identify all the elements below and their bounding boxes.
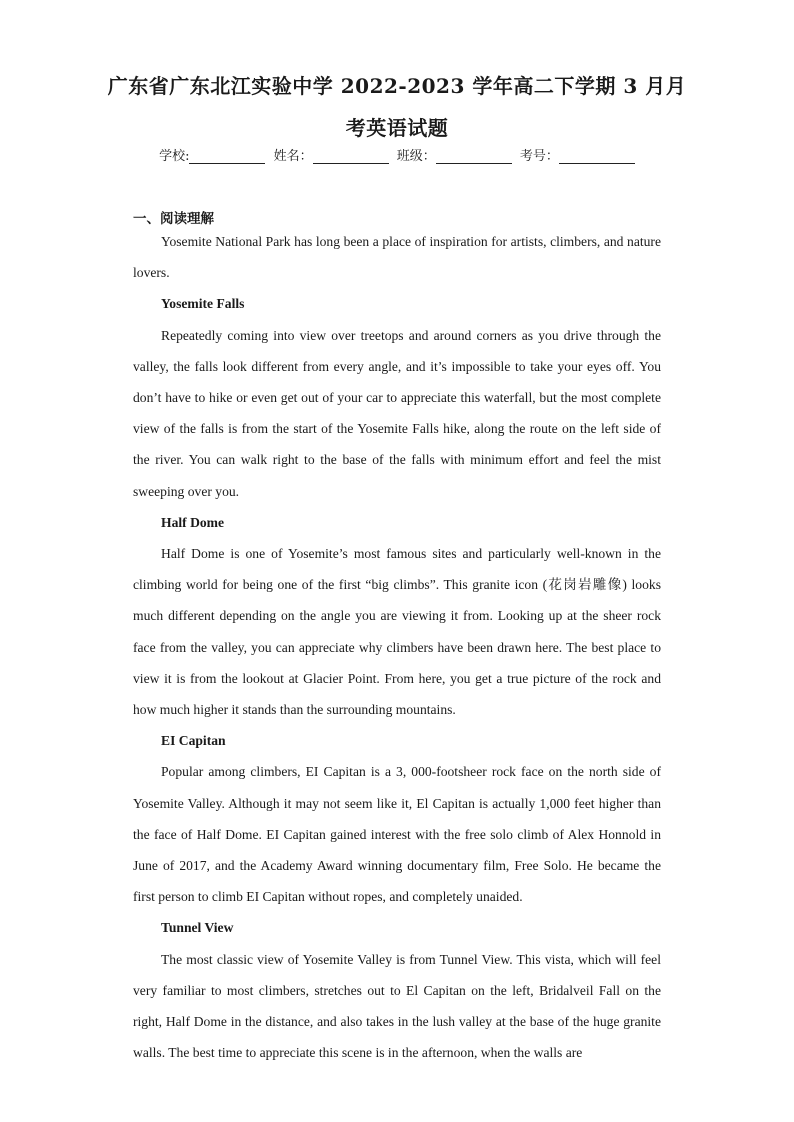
reading-passage — [133, 226, 661, 1068]
passage-intro: Yosemite National Park has long been a place of inspiration for artists, climbers, and nature lovers. — [133, 234, 661, 281]
school-blank[interactable] — [189, 149, 265, 164]
subheading-tunnel-view: Tunnel View — [161, 920, 234, 936]
school-label: 学校: — [159, 149, 190, 164]
subheading-el-capitan: EI Capitan — [161, 733, 226, 749]
school-field[interactable] — [159, 145, 265, 164]
exam-number-label: 考号： — [519, 149, 559, 164]
name-field[interactable] — [274, 145, 389, 164]
name-label: 姓名： — [273, 149, 313, 164]
exam-title-line-1: 广东省广东北江实验中学 2022-2023 学年高二下学期 3 月月 — [107, 74, 687, 98]
paragraph-half-dome: Half Dome is one of Yosemite’s most famous sites and particularly well-known in the climbing world for being one of the first “big climbs”. This granite icon (花岗岩雕像) looks much different depending on the angle you are viewing it from. Looking up at the sheer rock face from the valley, you can appreciate why climbers have been drawn here. The best place to view it is from the lookout at Glacier Point. From here, you get a true picture of the rock and how much higher it stands than the surrounding mountains. — [133, 546, 661, 718]
subheading-half-dome: Half Dome — [161, 514, 225, 530]
class-blank[interactable] — [436, 149, 512, 164]
class-label: 班级： — [396, 149, 436, 164]
exam-number-field[interactable] — [520, 145, 635, 164]
exam-number-blank[interactable] — [559, 149, 635, 164]
exam-title-line-2: 考英语试题 — [345, 116, 449, 140]
paragraph-el-capitan: Popular among climbers, EI Capitan is a 3, 000-footsheer rock face on the north side of Yosemite Valley. Although it may not seem like it, El Capitan is actually 1,000 feet higher than the face of Half Dome. EI Capitan gained interest with the free solo climb of Alex Honnold in June of 2017, and the Academy Award winning documentary film, Free Solo. He became the first person to climb EI Capitan without ropes, and completely unaided. — [133, 764, 661, 905]
subheading-yosemite-falls: Yosemite Falls — [161, 296, 245, 312]
section-heading-reading: 一、阅读理解 — [133, 211, 214, 227]
paragraph-yosemite-falls: Repeatedly coming into view over treetops and around corners as you drive through the valley, the falls look different from every angle, and it’s impossible to take your eyes off. You don’t have to hike or even get out of your car to appreciate this waterfall, but the most complete view of the falls is from the start of the Yosemite Falls hike, along the route on the left side of the river. You can walk right to the base of the falls with minimum effort and feel the mist sweeping over you. — [133, 327, 661, 499]
class-field[interactable] — [397, 145, 512, 164]
paragraph-tunnel-view: The most classic view of Yosemite Valley is from Tunnel View. This vista, which will feel very familiar to most climbers, stretches out to El Capitan on the left, Bridalveil Fall on the right, Half Dome in the distance, and also takes in the lush valley at the base of the huge granite walls. The best time to appreciate this scene is in the afternoon, when the walls are — [133, 951, 661, 1061]
name-blank[interactable] — [313, 149, 389, 164]
student-info-line — [0, 145, 794, 164]
